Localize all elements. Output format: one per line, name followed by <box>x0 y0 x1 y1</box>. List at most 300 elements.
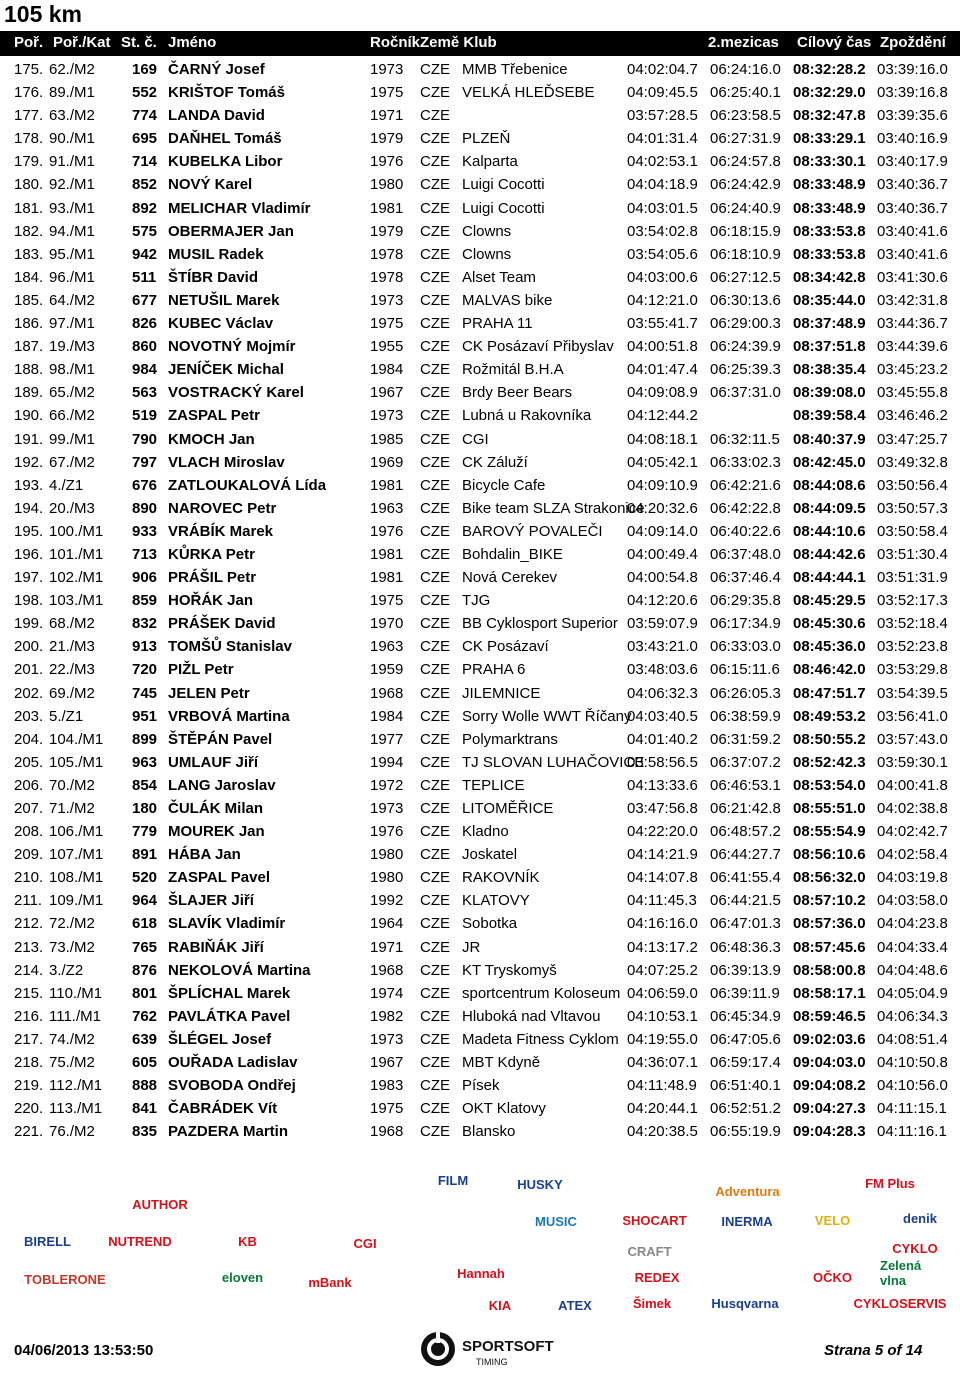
cell-split-time: 04:01:31.4 <box>627 130 698 148</box>
cell-category-rank: 105./M1 <box>49 753 104 771</box>
cell-split-time: 04:07:25.2 <box>627 961 698 979</box>
cell-start-number: 639 <box>132 1030 158 1048</box>
cell-time-behind: 04:11:16.1 <box>877 1123 947 1141</box>
cell-split-2: 06:44:27.7 <box>710 846 781 864</box>
cell-split-time: 04:02:04.7 <box>627 61 698 78</box>
cell-finish-time: 08:33:53.8 <box>793 222 866 240</box>
cell-split-2: 06:17:34.9 <box>710 615 781 633</box>
cell-rank: 220. <box>14 1100 44 1118</box>
cell-birth-year: 1982 <box>370 1007 404 1025</box>
cell-country: CZE <box>420 61 450 78</box>
sponsor-logo: FILM <box>437 1172 469 1188</box>
cell-club: PLZEŇ <box>462 130 511 148</box>
cell-split-time: 04:00:51.8 <box>627 338 698 356</box>
cell-start-number: 984 <box>132 361 158 379</box>
cell-finish-time: 08:33:48.9 <box>793 176 866 194</box>
sponsor-logo: AUTHOR <box>132 1196 188 1212</box>
table-row <box>0 242 960 265</box>
cell-birth-year: 1980 <box>370 869 404 887</box>
cell-country: CZE <box>420 938 450 956</box>
cell-category-rank: 19./M3 <box>49 338 95 356</box>
table-row <box>0 935 960 958</box>
cell-country: CZE <box>420 592 450 610</box>
cell-start-number: 714 <box>132 153 158 171</box>
cell-name: ZASPAL Pavel <box>168 869 270 887</box>
sponsor-logo: Adventura <box>715 1183 780 1199</box>
cell-club: KLATOVY <box>462 892 530 910</box>
cell-country: CZE <box>420 615 450 633</box>
cell-birth-year: 1980 <box>370 176 404 194</box>
cell-birth-year: 1963 <box>370 638 404 656</box>
cell-finish-time: 08:39:08.0 <box>793 384 866 402</box>
cell-start-number: 677 <box>132 291 158 309</box>
cell-club: CGI <box>462 430 489 448</box>
cell-club: RAKOVNÍK <box>462 869 540 887</box>
cell-rank: 193. <box>14 476 44 494</box>
cell-name: ČULÁK Milan <box>168 800 263 817</box>
cell-club: Madeta Fitness Cyklom <box>462 1030 619 1048</box>
cell-time-behind: 03:39:16.8 <box>877 84 948 102</box>
cell-birth-year: 1976 <box>370 153 404 171</box>
header-lag: Zpoždění <box>880 34 946 51</box>
cell-category-rank: 96./M1 <box>49 268 95 286</box>
cell-start-number: 745 <box>132 684 158 702</box>
cell-country: CZE <box>420 84 450 102</box>
cell-split-time: 04:00:49.4 <box>627 545 698 563</box>
cell-club: MALVAS bike <box>462 291 553 309</box>
cell-club: PRAHA 6 <box>462 661 526 679</box>
cell-birth-year: 1981 <box>370 476 404 494</box>
cell-rank: 192. <box>14 453 44 471</box>
cell-rank: 207. <box>14 800 44 817</box>
cell-name: KUBELKA Libor <box>168 153 283 171</box>
cell-country: CZE <box>420 684 450 702</box>
cell-country: CZE <box>420 730 450 748</box>
cell-club: Bike team SLZA Strakonice <box>462 499 645 517</box>
cell-split-2: 06:23:58.5 <box>710 107 781 125</box>
cell-split-time: 04:22:20.0 <box>627 823 698 841</box>
table-row <box>0 265 960 288</box>
cell-split-2: 06:46:53.1 <box>710 776 781 794</box>
cell-birth-year: 1972 <box>370 776 404 794</box>
cell-rank: 176. <box>14 84 44 102</box>
cell-split-time: 04:20:32.6 <box>627 499 698 517</box>
cell-country: CZE <box>420 222 450 240</box>
cell-split-time: 04:12:21.0 <box>627 291 698 309</box>
cell-start-number: 779 <box>132 823 158 841</box>
cell-time-behind: 03:39:35.6 <box>877 107 948 125</box>
cell-start-number: 695 <box>132 130 158 148</box>
cell-name: PRÁŠIL Petr <box>168 569 257 587</box>
cell-split-2: 06:37:48.0 <box>710 545 781 563</box>
cell-split-2: 06:38:59.9 <box>710 707 781 725</box>
cell-finish-time: 08:45:30.6 <box>793 615 866 633</box>
cell-rank: 191. <box>14 430 44 448</box>
cell-name: OBERMAJER Jan <box>168 222 294 240</box>
cell-finish-time: 08:33:48.9 <box>793 199 866 217</box>
header-split: 2.mezicas <box>708 34 779 51</box>
cell-start-number: 933 <box>132 522 158 540</box>
cell-split-time: 04:12:20.6 <box>627 592 698 610</box>
cell-finish-time: 08:47:51.7 <box>793 684 866 702</box>
table-row <box>0 1096 960 1119</box>
cell-name: MUSIL Radek <box>168 245 264 263</box>
brand-text: SPORTSOFT <box>462 1338 554 1355</box>
cell-finish-time: 08:44:08.6 <box>793 476 866 494</box>
cell-birth-year: 1979 <box>370 222 404 240</box>
cell-time-behind: 03:57:43.0 <box>877 730 948 748</box>
cell-category-rank: 89./M1 <box>49 84 95 102</box>
cell-club: Rožmitál B.H.A <box>462 361 564 379</box>
cell-category-rank: 106./M1 <box>49 823 104 841</box>
cell-finish-time: 09:04:28.3 <box>793 1123 866 1141</box>
table-row <box>0 842 960 865</box>
cell-club: Bicycle Cafe <box>462 476 546 494</box>
cell-rank: 195. <box>14 522 44 540</box>
sponsor-logo: VELO <box>814 1212 851 1228</box>
cell-country: CZE <box>420 407 450 425</box>
table-header <box>0 31 960 56</box>
cell-finish-time: 08:52:42.3 <box>793 753 866 771</box>
cell-category-rank: 75./M2 <box>49 1054 95 1072</box>
cell-finish-time: 08:39:58.4 <box>793 407 866 425</box>
cell-split-time: 04:10:53.1 <box>627 1007 698 1025</box>
cell-split-2: 06:55:19.9 <box>710 1123 781 1141</box>
cell-rank: 215. <box>14 984 44 1002</box>
cell-name: TOMŠŮ Stanislav <box>168 638 292 656</box>
cell-birth-year: 1985 <box>370 430 404 448</box>
cell-rank: 199. <box>14 615 44 633</box>
cell-time-behind: 04:05:04.9 <box>877 984 948 1002</box>
cell-club: JR <box>462 938 481 956</box>
cell-finish-time: 08:45:29.5 <box>793 592 866 610</box>
cell-club: TJ SLOVAN LUHAČOVICE <box>462 753 645 771</box>
cell-club: Brdy Beer Bears <box>462 384 573 402</box>
cell-birth-year: 1983 <box>370 1077 404 1095</box>
cell-name: NOVÝ Karel <box>168 176 253 194</box>
cell-time-behind: 03:53:29.8 <box>877 661 948 679</box>
cell-name: PRÁŠEK David <box>168 615 276 633</box>
cell-time-behind: 04:02:58.4 <box>877 846 948 864</box>
cell-split-2: 06:37:46.4 <box>710 569 781 587</box>
sponsor-logo: NUTREND <box>108 1233 172 1249</box>
cell-rank: 189. <box>14 384 44 402</box>
cell-country: CZE <box>420 569 450 587</box>
table-row <box>0 380 960 403</box>
cell-category-rank: 66./M2 <box>49 407 95 425</box>
cell-finish-time: 08:40:37.9 <box>793 430 866 448</box>
cell-time-behind: 03:42:31.8 <box>877 291 948 309</box>
cell-split-2: 06:33:03.0 <box>710 638 781 656</box>
cell-start-number: 892 <box>132 199 158 217</box>
cell-split-2: 06:42:21.6 <box>710 476 781 494</box>
cell-country: CZE <box>420 661 450 679</box>
cell-name: ČARNÝ Josef <box>168 61 265 78</box>
header-cat: Poř./Kat <box>53 34 111 51</box>
cell-rank: 187. <box>14 338 44 356</box>
cell-category-rank: 63./M2 <box>49 107 95 125</box>
sponsor-logo: TOBLERONE <box>24 1271 106 1287</box>
cell-category-rank: 64./M2 <box>49 291 95 309</box>
cell-club: Clowns <box>462 222 512 240</box>
cell-finish-time: 08:58:17.1 <box>793 984 866 1002</box>
header-pos: Poř. <box>14 34 44 51</box>
sponsor-logo: KIA <box>488 1297 512 1313</box>
cell-name: ŠTÍBR David <box>168 268 259 286</box>
cell-split-2: 06:47:05.6 <box>710 1030 781 1048</box>
cell-split-2: 06:24:40.9 <box>710 199 781 217</box>
cell-split-2: 06:48:36.3 <box>710 938 781 956</box>
cell-time-behind: 03:40:41.6 <box>877 245 948 263</box>
sponsor-logo: OČKO <box>813 1269 852 1285</box>
cell-country: CZE <box>420 753 450 771</box>
cell-finish-time: 08:44:42.6 <box>793 545 866 563</box>
cell-country: CZE <box>420 315 450 333</box>
cell-start-number: 832 <box>132 615 158 633</box>
cell-time-behind: 03:40:16.9 <box>877 130 948 148</box>
cell-country: CZE <box>420 638 450 656</box>
cell-start-number: 835 <box>132 1123 158 1141</box>
cell-country: CZE <box>420 291 450 309</box>
cell-split-time: 04:09:10.9 <box>627 476 698 494</box>
cell-time-behind: 03:39:16.0 <box>877 61 948 78</box>
cell-start-number: 765 <box>132 938 158 956</box>
cell-club: Kalparta <box>462 153 518 171</box>
cell-time-behind: 04:06:34.3 <box>877 1007 948 1025</box>
cell-country: CZE <box>420 430 450 448</box>
cell-rank: 211. <box>14 892 43 910</box>
cell-finish-time: 08:44:09.5 <box>793 499 866 517</box>
cell-category-rank: 110./M1 <box>49 984 103 1002</box>
cell-birth-year: 1975 <box>370 315 404 333</box>
table-row <box>0 103 960 126</box>
cell-start-number: 605 <box>132 1054 158 1072</box>
cell-split-2: 06:25:39.3 <box>710 361 781 379</box>
cell-club: Polymarktrans <box>462 730 558 748</box>
cell-rank: 205. <box>14 753 44 771</box>
cell-split-2: 06:51:40.1 <box>710 1077 781 1095</box>
cell-name: KMOCH Jan <box>168 430 255 448</box>
cell-start-number: 790 <box>132 430 158 448</box>
cell-name: SLAVÍK Vladimír <box>168 915 286 933</box>
table-row <box>0 1050 960 1073</box>
cell-split-time: 03:58:56.5 <box>627 753 698 771</box>
cell-name: LANG Jaroslav <box>168 776 276 794</box>
cell-split-2: 06:18:15.9 <box>710 222 781 240</box>
cell-rank: 219. <box>14 1077 44 1095</box>
cell-club: Blansko <box>462 1123 516 1141</box>
cell-birth-year: 1955 <box>370 338 404 356</box>
cell-time-behind: 04:10:56.0 <box>877 1077 948 1095</box>
cell-split-time: 04:20:44.1 <box>627 1100 698 1118</box>
cell-split-2: 06:29:35.8 <box>710 592 781 610</box>
cell-split-2: 06:26:05.3 <box>710 684 781 702</box>
cell-finish-time: 08:32:29.0 <box>793 84 866 102</box>
sponsor-logo: Husqvarna <box>711 1295 779 1311</box>
cell-split-2: 06:25:40.1 <box>710 84 781 102</box>
print-date: 04/06/2013 13:53:50 <box>14 1342 154 1359</box>
cell-finish-time: 08:55:51.0 <box>793 800 866 817</box>
cell-split-time: 04:13:17.2 <box>627 938 698 956</box>
cell-split-2: 06:44:21.5 <box>710 892 781 910</box>
cell-category-rank: 99./M1 <box>49 430 95 448</box>
cell-club: CK Záluží <box>462 453 528 471</box>
cell-country: CZE <box>420 545 450 563</box>
cell-split-2: 06:41:55.4 <box>710 869 781 887</box>
cell-name: RABIŇÁK Jiří <box>168 938 264 956</box>
cell-country: CZE <box>420 268 450 286</box>
sponsor-logo: denik <box>903 1210 937 1226</box>
cell-club: MBT Kdyně <box>462 1054 541 1072</box>
cell-start-number: 899 <box>132 730 158 748</box>
table-row <box>0 496 960 519</box>
table-row <box>0 357 960 380</box>
cell-birth-year: 1968 <box>370 684 404 702</box>
cell-category-rank: 101./M1 <box>49 545 104 563</box>
cell-time-behind: 03:59:30.1 <box>877 753 948 771</box>
cell-split-time: 04:11:45.3 <box>627 892 697 910</box>
cell-name: JENÍČEK Michal <box>168 361 284 379</box>
cell-split-2: 06:37:07.2 <box>710 753 781 771</box>
cell-split-time: 04:16:16.0 <box>627 915 698 933</box>
cell-rank: 200. <box>14 638 44 656</box>
cell-club: CK Posázaví Přibyslav <box>462 338 614 356</box>
cell-category-rank: 98./M1 <box>49 361 95 379</box>
cell-category-rank: 74./M2 <box>49 1030 95 1048</box>
cell-birth-year: 1974 <box>370 984 404 1002</box>
cell-country: CZE <box>420 892 450 910</box>
cell-time-behind: 04:08:51.4 <box>877 1030 948 1048</box>
cell-club: Sobotka <box>462 915 518 933</box>
cell-finish-time: 08:44:44.1 <box>793 569 866 587</box>
cell-rank: 203. <box>14 707 44 725</box>
cell-name: VLACH Miroslav <box>168 453 285 471</box>
cell-birth-year: 1975 <box>370 592 404 610</box>
cell-rank: 188. <box>14 361 44 379</box>
cell-birth-year: 1970 <box>370 615 404 633</box>
cell-time-behind: 03:49:32.8 <box>877 453 948 471</box>
cell-club: Písek <box>462 1077 500 1095</box>
cell-rank: 178. <box>14 130 44 148</box>
cell-birth-year: 1984 <box>370 707 404 725</box>
cell-rank: 212. <box>14 915 44 933</box>
cell-split-2: 06:24:16.0 <box>710 61 781 78</box>
cell-country: CZE <box>420 1123 450 1141</box>
cell-country: CZE <box>420 130 450 148</box>
table-row <box>0 219 960 242</box>
cell-start-number: 841 <box>132 1100 158 1118</box>
cell-start-number: 891 <box>132 846 158 864</box>
cell-category-rank: 92./M1 <box>49 176 95 194</box>
cell-split-time: 04:36:07.1 <box>627 1054 698 1072</box>
sponsor-logo: eloven <box>221 1269 264 1285</box>
header-name: Jméno <box>168 34 217 51</box>
cell-finish-time: 08:35:44.0 <box>793 291 866 309</box>
cell-birth-year: 1968 <box>370 961 404 979</box>
cell-time-behind: 04:03:19.8 <box>877 869 948 887</box>
page-title: 105 km <box>4 1 83 27</box>
cell-category-rank: 94./M1 <box>49 222 95 240</box>
table-row <box>0 57 960 80</box>
cell-birth-year: 1978 <box>370 245 404 263</box>
cell-start-number: 676 <box>132 476 158 494</box>
cell-country: CZE <box>420 915 450 933</box>
cell-name: ZATLOUKALOVÁ Lída <box>168 476 327 494</box>
cell-rank: 186. <box>14 315 44 333</box>
cell-split-2: 06:27:31.9 <box>710 130 781 148</box>
cell-club: Luigi Cocotti <box>462 199 545 217</box>
cell-category-rank: 67./M2 <box>49 453 95 471</box>
cell-category-rank: 104./M1 <box>49 730 104 748</box>
header-num: St. č. <box>121 34 157 51</box>
cell-time-behind: 03:47:25.7 <box>877 430 948 448</box>
cell-rank: 179. <box>14 153 44 171</box>
sportsoft-logo <box>418 1327 558 1371</box>
cell-birth-year: 1973 <box>370 407 404 425</box>
cell-category-rank: 100./M1 <box>49 522 104 540</box>
cell-club: BAROVÝ POVALEČI <box>462 522 603 540</box>
cell-name: NOVOTNÝ Mojmír <box>168 338 296 356</box>
cell-birth-year: 1984 <box>370 361 404 379</box>
cell-rank: 185. <box>14 291 44 309</box>
cell-time-behind: 03:51:31.9 <box>877 569 948 587</box>
cell-category-rank: 22./M3 <box>49 661 95 679</box>
cell-birth-year: 1973 <box>370 1030 404 1048</box>
cell-birth-year: 1981 <box>370 199 404 217</box>
cell-rank: 198. <box>14 592 44 610</box>
cell-split-time: 03:48:03.6 <box>627 661 698 679</box>
cell-club: TJG <box>462 592 491 610</box>
sponsor-logo: INERMA <box>721 1213 773 1229</box>
cell-split-2: 06:15:11.6 <box>710 661 780 679</box>
cell-start-number: 876 <box>132 961 158 979</box>
cell-name: LANDA David <box>168 107 265 125</box>
cell-country: CZE <box>420 1054 450 1072</box>
cell-split-2: 06:27:12.5 <box>710 268 781 286</box>
cell-split-2: 06:21:42.8 <box>710 800 781 817</box>
cell-finish-time: 08:58:00.8 <box>793 961 866 979</box>
cell-category-rank: 69./M2 <box>49 684 95 702</box>
cell-time-behind: 04:02:38.8 <box>877 800 948 817</box>
cell-split-2: 06:31:59.2 <box>710 730 781 748</box>
cell-rank: 208. <box>14 823 44 841</box>
cell-country: CZE <box>420 476 450 494</box>
table-row <box>0 288 960 311</box>
cell-split-time: 04:11:48.9 <box>627 1077 697 1095</box>
cell-finish-time: 08:56:10.6 <box>793 846 866 864</box>
cell-birth-year: 1980 <box>370 846 404 864</box>
header-final: Cílový čas <box>797 34 872 51</box>
cell-rank: 190. <box>14 407 44 425</box>
sponsor-logo: Šimek <box>632 1295 672 1311</box>
cell-club: Bohdalin_BIKE <box>462 545 563 563</box>
cell-category-rank: 95./M1 <box>49 245 95 263</box>
cell-split-2: 06:33:02.3 <box>710 453 781 471</box>
cell-name: VRÁBÍK Marek <box>168 522 274 540</box>
cell-birth-year: 1973 <box>370 61 404 78</box>
cell-split-time: 03:57:28.5 <box>627 107 698 125</box>
cell-country: CZE <box>420 522 450 540</box>
cell-rank: 181. <box>14 199 44 217</box>
cell-split-time: 04:14:21.9 <box>627 846 698 864</box>
sponsor-logo: CYKLO <box>892 1240 938 1256</box>
cell-country: CZE <box>420 776 450 794</box>
cell-finish-time: 08:37:48.9 <box>793 315 866 333</box>
cell-birth-year: 1967 <box>370 384 404 402</box>
cell-finish-time: 08:33:30.1 <box>793 153 866 171</box>
cell-country: CZE <box>420 245 450 263</box>
cell-rank: 194. <box>14 499 44 517</box>
